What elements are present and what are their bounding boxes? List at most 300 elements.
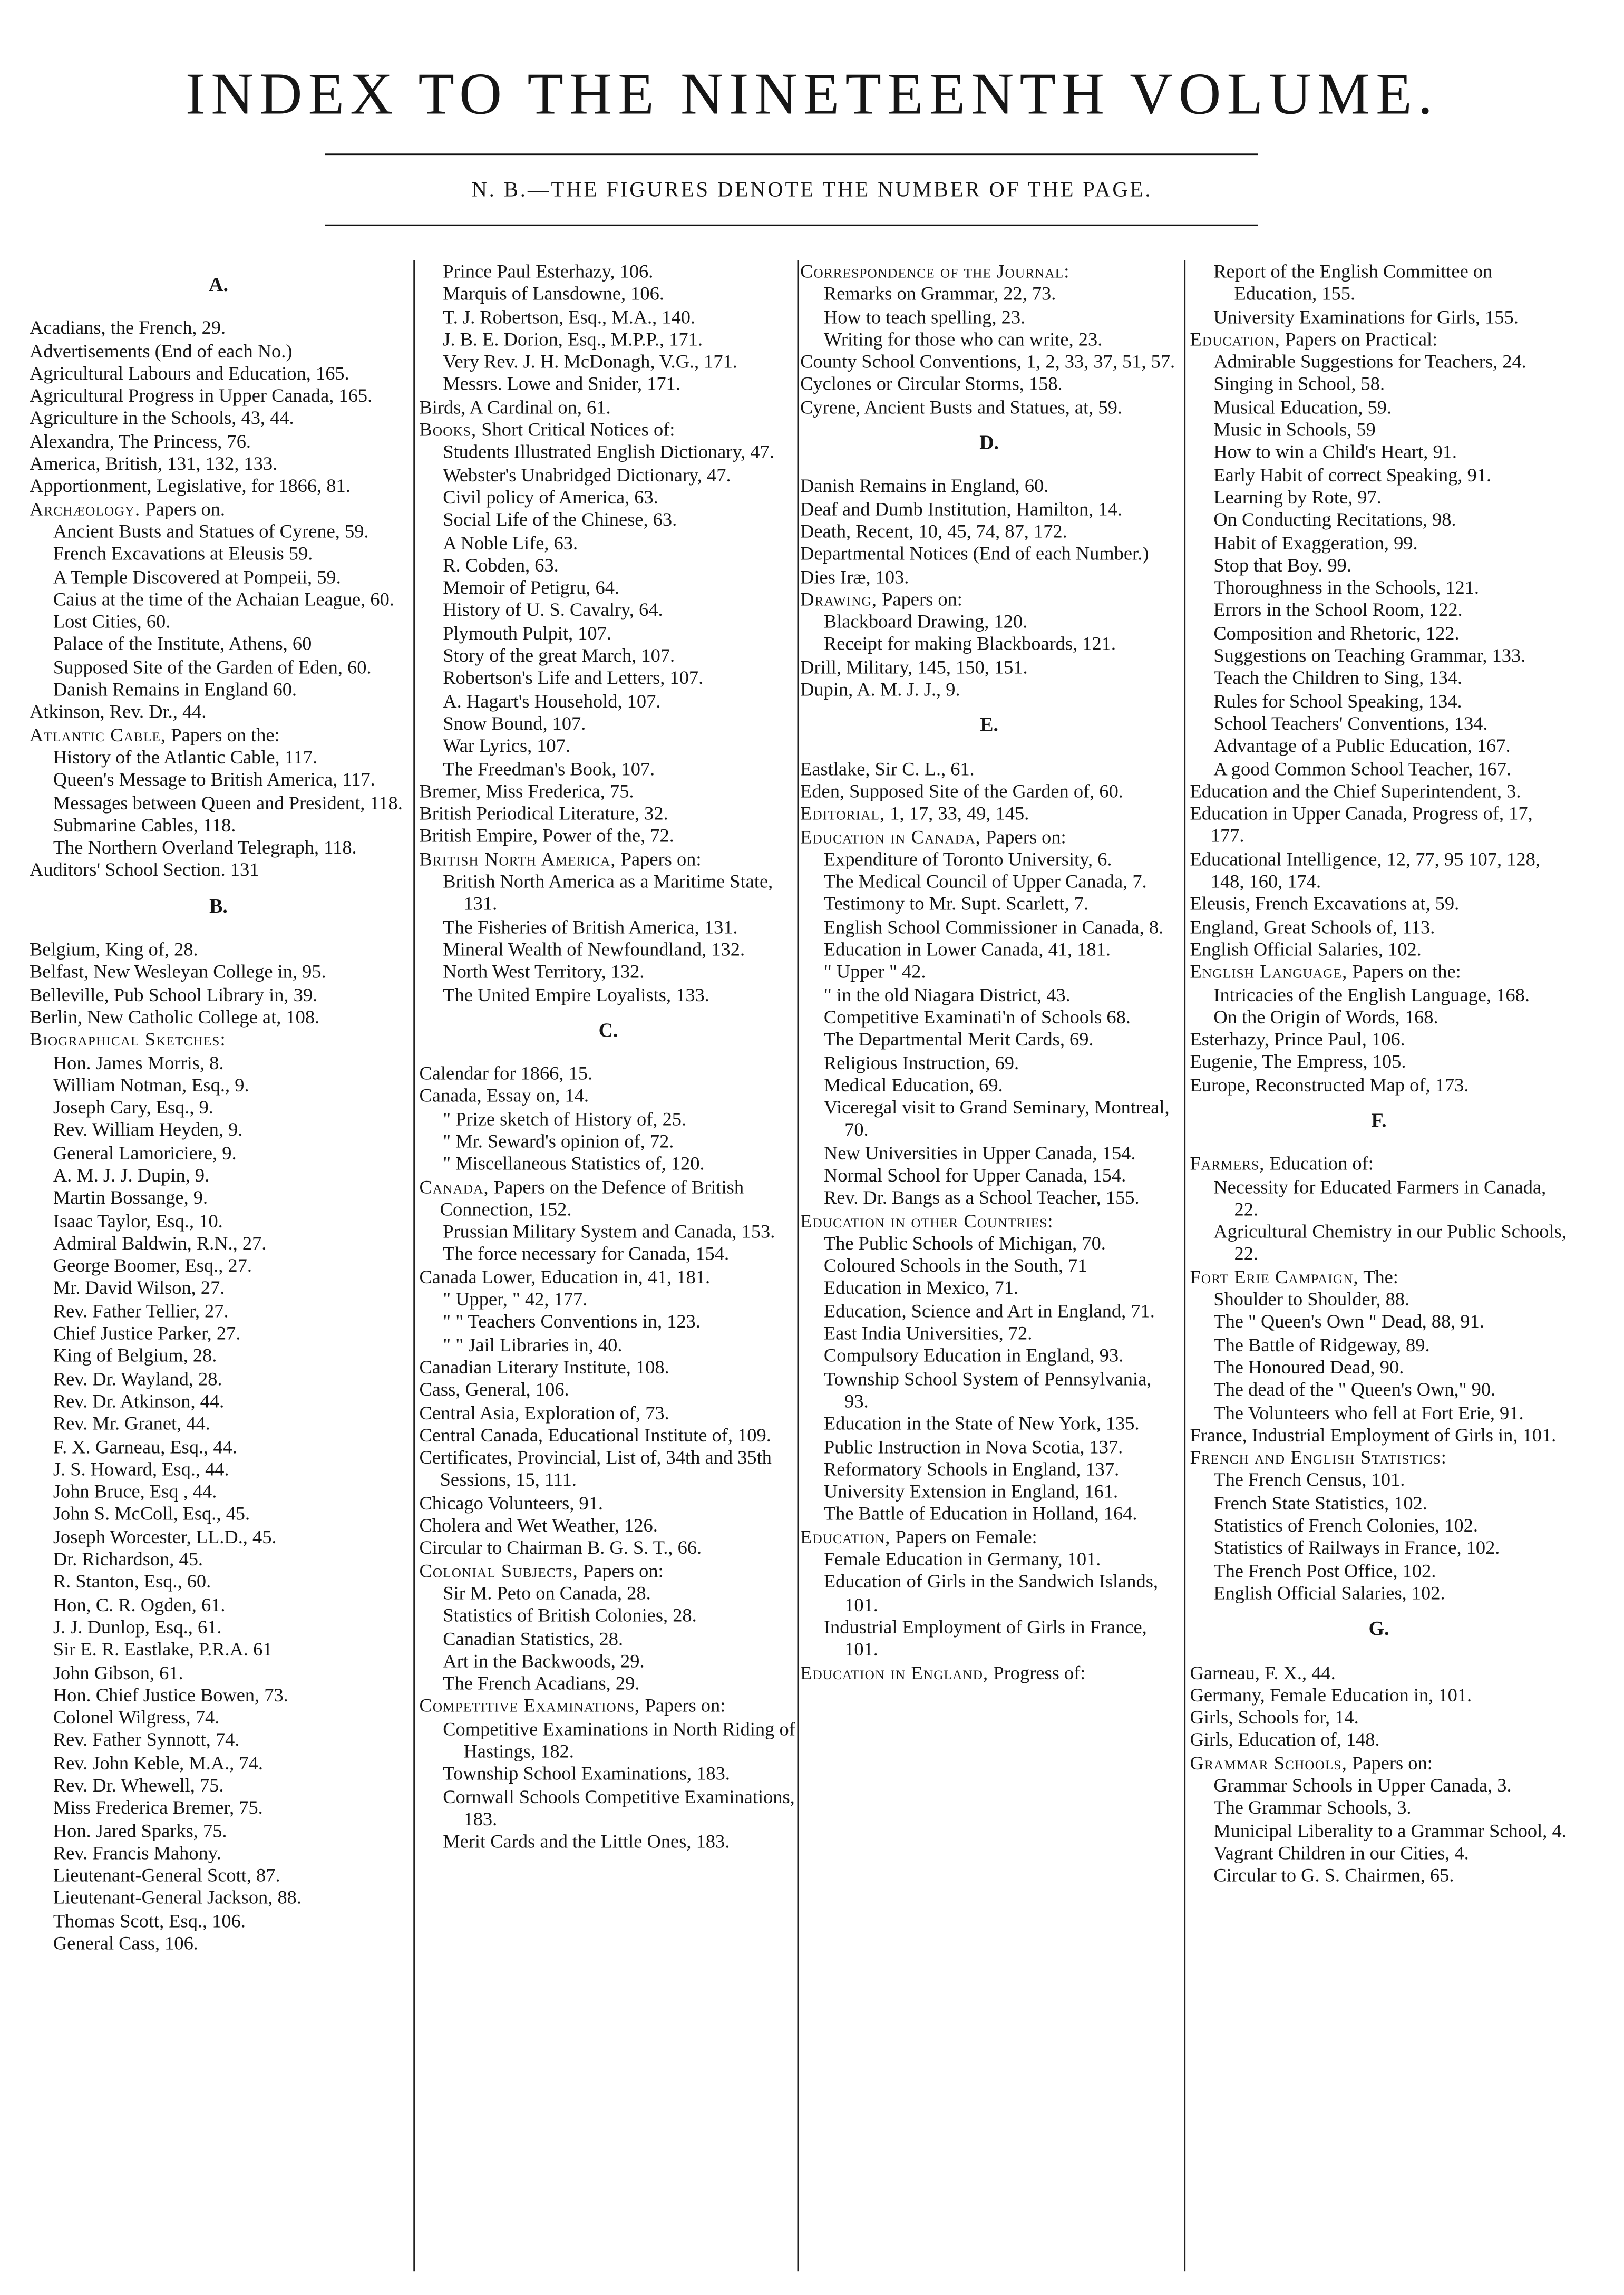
index-subentry: F. X. Garneau, Esq., 44. xyxy=(53,1435,237,1457)
subject-label: Education in other Countries: xyxy=(800,1208,1054,1231)
index-subentry: Musical Education, 59. xyxy=(1213,395,1392,418)
index-subentry: The dead of the " Queen's Own," 90. xyxy=(1213,1378,1496,1401)
index-subentry: The Freedman's Book, 107. xyxy=(443,757,655,779)
index-entry: Europe, Reconstructed Map of, 173. xyxy=(1190,1073,1469,1096)
section-letter: A. xyxy=(209,273,228,296)
index-subentry: John S. McColl, Esq., 45. xyxy=(53,1503,250,1525)
index-entry: Certificates, Provincial, List of, 34th and 35th Sessions, 15, 111. xyxy=(419,1446,772,1491)
index-subentry: Cornwall Schools Competitive Examinations, 183. xyxy=(443,1785,795,1830)
index-subject-heading xyxy=(419,1694,797,1717)
index-subentry: Rev. Dr. Whewell, 75. xyxy=(53,1774,224,1796)
index-subentry: Circular to G. S. Chairmen, 65. xyxy=(1213,1864,1454,1886)
index-entry: Calendar for 1866, 15. xyxy=(419,1062,593,1084)
index-subentry: The Fisheries of British America, 131. xyxy=(443,915,738,937)
subject-label: Drawing, xyxy=(800,587,878,610)
index-subentry: Rules for School Speaking, 134. xyxy=(1213,689,1462,712)
index-entry: English Official Salaries, 102. xyxy=(1190,937,1422,960)
index-subentry: A. Hagart's Household, 107. xyxy=(443,689,661,712)
index-subentry: Education of Girls in the Sandwich Islands, 101. xyxy=(823,1570,1159,1615)
index-subentry: William Notman, Esq., 9. xyxy=(53,1073,249,1096)
index-subentry: R. Cobden, 63. xyxy=(443,554,559,576)
subject-text: Papers on: xyxy=(640,1694,726,1717)
index-subentry: Rev. Francis Mahony. xyxy=(53,1841,221,1864)
index-subentry: " Upper " 42. xyxy=(823,960,926,983)
index-entry: British Periodical Literature, 32. xyxy=(419,802,668,825)
index-subentry: University Extension in England, 161. xyxy=(823,1480,1119,1503)
index-subentry: French Excavations at Eleusis 59. xyxy=(53,542,313,565)
subject-text: 1, 17, 33, 49, 145. xyxy=(885,802,1029,825)
index-subentry: Testimony to Mr. Supt. Scarlett, 7. xyxy=(823,893,1089,915)
index-subentry: North West Territory, 132. xyxy=(443,960,645,983)
index-subentry: Lieutenant-General Jackson, 88. xyxy=(53,1886,302,1909)
index-entry: Berlin, New Catholic College at, 108. xyxy=(30,1005,320,1028)
index-entry: Canada Lower, Education in, 41, 181. xyxy=(419,1265,711,1287)
index-subentry: Joseph Cary, Esq., 9. xyxy=(53,1096,213,1118)
subject-text: Education of: xyxy=(1265,1152,1374,1175)
index-subentry: The Volunteers who fell at Fort Erie, 91. xyxy=(1213,1401,1524,1424)
index-subentry: Isaac Taylor, Esq., 10. xyxy=(53,1208,223,1231)
subject-text: Papers on. xyxy=(140,497,226,520)
index-subentry: Municipal Liberality to a Grammar School, 4. xyxy=(1213,1818,1567,1841)
index-subentry: Public Instruction in Nova Scotia, 137. xyxy=(823,1435,1123,1457)
subject-label: Colonial Subjects, xyxy=(419,1558,578,1581)
index-entry: England, Great Schools of, 113. xyxy=(1190,915,1435,937)
index-subentry: Ancient Busts and Statues of Cyrene, 59. xyxy=(53,519,369,542)
index-entry: Birds, A Cardinal on, 61. xyxy=(419,395,611,418)
index-subentry: Female Education in Germany, 101. xyxy=(823,1547,1101,1570)
subject-text: Papers on: xyxy=(616,847,702,870)
index-subentry: Snow Bound, 107. xyxy=(443,711,586,734)
subject-label: Education in England, xyxy=(800,1660,989,1683)
index-subject-heading xyxy=(800,1661,1178,1683)
index-entry: Education in Upper Canada, Progress of, 17, 177. xyxy=(1190,802,1533,847)
index-subentry: Report of the English Committee on Education, 155. xyxy=(1213,260,1493,305)
index-subentry: The French Post Office, 102. xyxy=(1213,1558,1436,1581)
index-entry: Agricultural Progress in Upper Canada, 165. xyxy=(30,384,373,406)
index-subentry: Remarks on Grammar, 22, 73. xyxy=(823,282,1056,305)
subject-text: Papers on Practical: xyxy=(1280,327,1438,350)
index-subentry: How to win a Child's Heart, 91. xyxy=(1213,440,1457,463)
index-subentry: The " Queen's Own " Dead, 88, 91. xyxy=(1213,1310,1484,1333)
index-entry: Cass, General, 106. xyxy=(419,1378,569,1401)
index-subentry: Writing for those who can write, 23. xyxy=(823,327,1103,350)
index-subentry: War Lyrics, 107. xyxy=(443,734,571,757)
subject-label: Competitive Examinations, xyxy=(419,1694,640,1717)
index-entry: Education and the Chief Superintendent, 3. xyxy=(1190,779,1521,802)
index-subentry: Errors in the School Room, 122. xyxy=(1213,598,1463,621)
index-subentry: King of Belgium, 28. xyxy=(53,1344,217,1367)
index-subentry: Vagrant Children in our Cities, 4. xyxy=(1213,1841,1469,1864)
index-subentry: Competitive Examinations in North Riding of Hastings, 182. xyxy=(443,1717,795,1762)
index-subentry: Submarine Cables, 118. xyxy=(53,813,236,836)
index-subentry: Miss Frederica Bremer, 75. xyxy=(53,1796,263,1819)
section-letter: F. xyxy=(1371,1109,1387,1131)
section-letter: C. xyxy=(598,1019,618,1041)
index-subentry: Statistics of French Colonies, 102. xyxy=(1213,1514,1479,1536)
index-subentry: Rev. Mr. Granet, 44. xyxy=(53,1412,210,1435)
subject-text: Progress of: xyxy=(988,1660,1086,1683)
index-subentry: French State Statistics, 102. xyxy=(1213,1491,1427,1514)
index-entry: Garneau, F. X., 44. xyxy=(1190,1660,1336,1683)
index-subentry: The Medical Council of Upper Canada, 7. xyxy=(823,870,1147,893)
index-subentry: Students Illustrated English Dictionary, 47. xyxy=(443,440,774,463)
index-subentry: George Boomer, Esq., 27. xyxy=(53,1254,252,1276)
index-subentry: Intricacies of the English Language, 168. xyxy=(1213,983,1530,1005)
index-subentry: On the Origin of Words, 168. xyxy=(1213,1005,1438,1028)
index-entry: Belgium, King of, 28. xyxy=(30,937,198,960)
index-subentry: Statistics of British Colonies, 28. xyxy=(443,1604,697,1626)
subject-label: Books, xyxy=(419,418,477,440)
index-subentry: " " Jail Libraries in, 40. xyxy=(443,1333,623,1355)
index-subentry: Rev. Dr. Atkinson, 44. xyxy=(53,1389,225,1412)
section-letter: D. xyxy=(979,431,999,454)
index-subentry: Education in Mexico, 71. xyxy=(823,1276,1019,1299)
index-column-1 xyxy=(30,260,407,1954)
index-subentry: " Prize sketch of History of, 25. xyxy=(443,1107,687,1130)
index-subentry: Advantage of a Public Education, 167. xyxy=(1213,734,1511,757)
subject-text: Papers on: xyxy=(1347,1751,1433,1774)
index-subentry: Grammar Schools in Upper Canada, 3. xyxy=(1213,1774,1512,1796)
index-entry: Agricultural Labours and Education, 165. xyxy=(30,361,349,384)
index-subject-heading xyxy=(30,723,407,746)
index-subentry: Industrial Employment of Girls in France, 101. xyxy=(823,1615,1147,1661)
index-subentry: " Mr. Seward's opinion of, 72. xyxy=(443,1129,674,1152)
index-entry: Chicago Volunteers, 91. xyxy=(419,1491,604,1514)
index-subentry: Suggestions on Teaching Grammar, 133. xyxy=(1213,644,1526,666)
index-subentry: Normal School for Upper Canada, 154. xyxy=(823,1164,1126,1186)
index-subentry: Medical Education, 69. xyxy=(823,1073,1003,1096)
index-subentry: Webster's Unabridged Dictionary, 47. xyxy=(443,463,731,486)
index-subentry: Habit of Exaggeration, 99. xyxy=(1213,531,1418,554)
index-subentry: Lieutenant-General Scott, 87. xyxy=(53,1864,280,1886)
note-rule xyxy=(325,225,1258,226)
index-subentry: The Northern Overland Telegraph, 118. xyxy=(53,836,357,858)
index-subentry: Story of the great March, 107. xyxy=(443,644,675,666)
index-subentry: Rev. Dr. Wayland, 28. xyxy=(53,1367,222,1389)
index-subject-heading xyxy=(30,497,407,520)
subject-text: Papers on: xyxy=(877,587,962,610)
index-subentry: Caius at the time of the Achaian League, 60. xyxy=(53,587,394,610)
index-subentry: Coloured Schools in the South, 71 xyxy=(823,1254,1087,1276)
index-entry: Apportionment, Legislative, for 1866, 81. xyxy=(30,475,351,497)
index-subject-heading xyxy=(1190,1446,1568,1469)
index-subentry: Music in Schools, 59 xyxy=(1213,418,1376,440)
index-subentry: Thomas Scott, Esq., 106. xyxy=(53,1909,246,1932)
index-subentry: Expenditure of Toronto University, 6. xyxy=(823,847,1112,870)
index-subentry: Colonel Wilgress, 74. xyxy=(53,1706,220,1728)
index-entry: Belfast, New Wesleyan College in, 95. xyxy=(30,960,326,983)
index-subentry: Social Life of the Chinese, 63. xyxy=(443,508,677,531)
index-subject-heading xyxy=(800,802,1178,825)
index-subentry: English School Commissioner in Canada, 8. xyxy=(823,915,1164,937)
index-subentry: The Departmental Merit Cards, 69. xyxy=(823,1028,1094,1051)
index-subentry: General Lamoriciere, 9. xyxy=(53,1141,237,1164)
index-entry: Eugenie, The Empress, 105. xyxy=(1190,1050,1406,1073)
index-subentry: Mr. David Wilson, 27. xyxy=(53,1276,225,1299)
index-subentry: Memoir of Petigru, 64. xyxy=(443,576,620,598)
index-subject-heading xyxy=(800,825,1178,848)
index-entry: Drill, Military, 145, 150, 151. xyxy=(800,655,1028,678)
index-entry: Eastlake, Sir C. L., 61. xyxy=(800,757,975,780)
index-subentry: The Honoured Dead, 90. xyxy=(1213,1355,1404,1378)
index-subentry: Very Rev. J. H. McDonagh, V.G., 171. xyxy=(443,350,737,373)
section-letter: E. xyxy=(980,713,998,736)
index-subentry: Lost Cities, 60. xyxy=(53,610,171,633)
index-subentry: General Cass, 106. xyxy=(53,1932,198,1954)
index-subentry: Thoroughness in the Schools, 121. xyxy=(1213,576,1480,598)
index-entry: Eden, Supposed Site of the Garden of, 60. xyxy=(800,779,1123,802)
subject-label: Education, xyxy=(1190,327,1280,350)
index-subentry: Admirable Suggestions for Teachers, 24. xyxy=(1213,350,1526,373)
index-subentry: The force necessary for Canada, 154. xyxy=(443,1243,730,1265)
index-subentry: Prince Paul Esterhazy, 106. xyxy=(443,260,654,283)
index-column-3 xyxy=(800,260,1178,1683)
index-subject-heading xyxy=(1190,1265,1568,1288)
subject-label: Education in Canada, xyxy=(800,825,981,847)
index-subentry: Education, Science and Art in England, 71. xyxy=(823,1299,1155,1322)
page-title: INDEX TO THE NINETEENTH VOLUME. xyxy=(185,60,1439,127)
index-entry: British Empire, Power of the, 72. xyxy=(419,825,674,847)
index-subentry: Art in the Backwoods, 29. xyxy=(443,1649,645,1672)
index-subentry: A good Common School Teacher, 167. xyxy=(1213,757,1512,779)
index-entry: Central Canada, Educational Institute of, 109. xyxy=(419,1423,771,1446)
index-subentry: John Bruce, Esq , 44. xyxy=(53,1480,217,1503)
index-subentry: The Public Schools of Michigan, 70. xyxy=(823,1231,1106,1254)
index-subentry: Joseph Worcester, LL.D., 45. xyxy=(53,1525,277,1547)
index-entry: Canadian Literary Institute, 108. xyxy=(419,1355,669,1378)
index-subentry: Hon. Chief Justice Bowen, 73. xyxy=(53,1683,288,1706)
index-subentry: Receipt for making Blackboards, 121. xyxy=(823,633,1116,655)
index-entry: Cholera and Wet Weather, 126. xyxy=(419,1514,658,1536)
subject-label: Education, xyxy=(800,1525,891,1547)
index-subentry: Prussian Military System and Canada, 153. xyxy=(443,1220,775,1243)
index-subentry: The Grammar Schools, 3. xyxy=(1213,1796,1412,1819)
index-subentry: A Temple Discovered at Pompeii, 59. xyxy=(53,565,341,587)
index-subentry: John Gibson, 61. xyxy=(53,1660,183,1683)
index-subentry: On Conducting Recitations, 98. xyxy=(1213,508,1456,531)
column-divider xyxy=(413,260,415,2271)
column-divider xyxy=(797,260,799,2271)
index-subentry: Agricultural Chemistry in our Public Schools, 22. xyxy=(1213,1220,1567,1265)
column-divider xyxy=(1184,260,1185,2271)
index-subentry: Danish Remains in England 60. xyxy=(53,677,297,700)
index-entry: Departmental Notices (End of each Number.) xyxy=(800,542,1149,565)
section-letter: B. xyxy=(209,894,228,917)
index-entry: Cyclones or Circular Storms, 158. xyxy=(800,373,1063,395)
index-entry: Belleville, Pub School Library in, 39. xyxy=(30,983,318,1005)
index-entry: Circular to Chairman B. G. S. T., 66. xyxy=(419,1536,702,1559)
index-column-2 xyxy=(419,260,797,1853)
index-subentry: " Upper, " 42, 177. xyxy=(443,1287,588,1310)
index-subentry: British North America as a Maritime State, 131. xyxy=(443,869,773,915)
index-subentry: Township School System of Pennsylvania, 93. xyxy=(823,1367,1152,1412)
index-entry: Auditors' School Section. 131 xyxy=(30,858,259,881)
index-subentry: Hon. Jared Sparks, 75. xyxy=(53,1818,227,1841)
index-column-4 xyxy=(1190,260,1568,1886)
index-subentry: Education in the State of New York, 135. xyxy=(823,1412,1140,1435)
index-subentry: Canadian Statistics, 28. xyxy=(443,1626,624,1649)
index-subentry: Admiral Baldwin, R.N., 27. xyxy=(53,1231,267,1254)
index-entry: France, Industrial Employment of Girls in, 101. xyxy=(1190,1423,1557,1446)
index-entry: Advertisements (End of each No.) xyxy=(30,339,293,362)
index-entry: Cyrene, Ancient Busts and Statues, at, 59. xyxy=(800,395,1122,418)
index-subject-heading xyxy=(419,1559,797,1582)
subject-label: Grammar Schools, xyxy=(1190,1751,1347,1774)
index-subentry: T. J. Robertson, Esq., M.A., 140. xyxy=(443,305,696,327)
index-subentry: A Noble Life, 63. xyxy=(443,531,578,554)
index-subentry: Supposed Site of the Garden of Eden, 60. xyxy=(53,655,372,678)
section-letter: G. xyxy=(1368,1617,1389,1640)
index-subentry: The Battle of Education in Holland, 164. xyxy=(823,1503,1137,1525)
index-subject-heading xyxy=(1190,1153,1568,1175)
index-subject-heading xyxy=(419,1175,797,1221)
title-rule xyxy=(325,153,1258,155)
index-subentry: J. S. Howard, Esq., 44. xyxy=(53,1457,229,1480)
subject-label: Canada, xyxy=(419,1175,489,1197)
subject-label: English Language, xyxy=(1190,960,1348,983)
index-subentry: Merit Cards and the Little Ones, 183. xyxy=(443,1830,730,1853)
index-subject-heading xyxy=(30,1028,407,1051)
index-entry: Esterhazy, Prince Paul, 106. xyxy=(1190,1028,1405,1050)
index-subentry: University Examinations for Girls, 155. xyxy=(1213,305,1519,327)
index-subentry: A. M. J. J. Dupin, 9. xyxy=(53,1164,210,1186)
index-subentry: Rev. Dr. Bangs as a School Teacher, 155. xyxy=(823,1186,1140,1209)
index-subentry: Viceregal visit to Grand Seminary, Montreal, 70. xyxy=(823,1096,1170,1141)
index-entry: Deaf and Dumb Institution, Hamilton, 14. xyxy=(800,497,1122,520)
index-subentry: New Universities in Upper Canada, 154. xyxy=(823,1141,1136,1164)
index-subentry: Blackboard Drawing, 120. xyxy=(823,610,1028,633)
index-subentry: " " Teachers Conventions in, 123. xyxy=(443,1310,701,1333)
index-subentry: Mineral Wealth of Newfoundland, 132. xyxy=(443,937,745,960)
index-subentry: The United Empire Loyalists, 133. xyxy=(443,983,709,1005)
index-subentry: Rev. Father Synnott, 74. xyxy=(53,1728,240,1751)
index-subentry: Sir E. R. Eastlake, P.R.A. 61 xyxy=(53,1638,273,1661)
subject-label: British North America, xyxy=(419,847,616,870)
subject-label: Atlantic Cable, xyxy=(30,723,167,745)
index-subject-heading xyxy=(800,260,1178,283)
subject-text: Papers on the: xyxy=(166,723,280,745)
index-entry: Alexandra, The Princess, 76. xyxy=(30,429,251,452)
index-subentry: Martin Bossange, 9. xyxy=(53,1186,208,1209)
subject-label: Fort Erie Campaign, xyxy=(1190,1265,1359,1287)
index-subject-heading xyxy=(419,418,797,441)
index-subentry: Compulsory Education in England, 93. xyxy=(823,1344,1124,1367)
index-subentry: " in the old Niagara District, 43. xyxy=(823,983,1071,1005)
index-subentry: The Battle of Ridgeway, 89. xyxy=(1213,1333,1430,1355)
index-subentry: Learning by Rote, 97. xyxy=(1213,486,1382,508)
index-subentry: History of U. S. Cavalry, 64. xyxy=(443,598,663,621)
index-subentry: Marquis of Lansdowne, 106. xyxy=(443,282,664,305)
subject-label: Correspondence of the Journal: xyxy=(800,260,1070,283)
index-entry: Educational Intelligence, 12, 77, 95 107, 128, 148, 160, 174. xyxy=(1190,847,1540,892)
index-entry: Girls, Schools for, 14. xyxy=(1190,1706,1359,1728)
index-subentry: J. B. E. Dorion, Esq., M.P.P., 171. xyxy=(443,327,703,350)
index-entry: County School Conventions, 1, 2, 33, 37, 51, 57. xyxy=(800,350,1175,373)
index-subentry: East India Universities, 72. xyxy=(823,1322,1033,1344)
index-subject-heading xyxy=(800,587,1178,610)
index-entry: Central Asia, Exploration of, 73. xyxy=(419,1401,669,1424)
index-subentry: Rev. Father Tellier, 27. xyxy=(53,1299,229,1322)
index-subentry: Statistics of Railways in France, 102. xyxy=(1213,1536,1500,1559)
index-subentry: Messrs. Lowe and Snider, 171. xyxy=(443,373,680,395)
index-entry: Girls, Education of, 148. xyxy=(1190,1728,1380,1751)
index-subentry: Rev. John Keble, M.A., 74. xyxy=(53,1751,263,1774)
index-subentry: Robertson's Life and Letters, 107. xyxy=(443,666,704,689)
index-subentry: Religious Instruction, 69. xyxy=(823,1051,1019,1073)
index-subentry: Rev. William Heyden, 9. xyxy=(53,1118,243,1141)
index-entry: Acadians, the French, 29. xyxy=(30,316,226,339)
index-subentry: Early Habit of correct Speaking, 91. xyxy=(1213,463,1492,486)
index-subentry: Reformatory Schools in England, 137. xyxy=(823,1457,1120,1480)
subject-label: Editorial, xyxy=(800,802,886,825)
index-subject-heading xyxy=(419,847,797,870)
index-entry: Canada, Essay on, 14. xyxy=(419,1084,589,1107)
index-subject-heading xyxy=(1190,328,1568,351)
subject-label: Biographical Sketches: xyxy=(30,1028,226,1051)
index-entry: Eleusis, French Excavations at, 59. xyxy=(1190,892,1460,915)
index-subentry: Dr. Richardson, 45. xyxy=(53,1547,203,1570)
index-subentry: The French Acadians, 29. xyxy=(443,1672,640,1694)
index-subentry: Plymouth Pulpit, 107. xyxy=(443,621,611,644)
index-subentry: Hon. James Morris, 8. xyxy=(53,1051,224,1073)
index-subentry: Singing in School, 58. xyxy=(1213,373,1385,395)
subject-label: Farmers, xyxy=(1190,1152,1265,1175)
index-subject-heading xyxy=(1190,960,1568,983)
subject-text: Papers on: xyxy=(980,825,1066,847)
index-subentry: Education in Lower Canada, 41, 181. xyxy=(823,937,1111,960)
index-subentry: How to teach spelling, 23. xyxy=(823,305,1026,327)
subject-label: French and English Statistics: xyxy=(1190,1446,1447,1468)
index-subentry: Necessity for Educated Farmers in Canada, 22. xyxy=(1213,1175,1547,1220)
subject-text: The: xyxy=(1358,1265,1398,1287)
index-subentry: Messages between Queen and President, 118. xyxy=(53,791,403,814)
subject-text: Papers on Female: xyxy=(890,1525,1037,1547)
subject-text: Papers on the Defence of British Connection, 152. xyxy=(440,1175,744,1220)
subject-text: Papers on the: xyxy=(1347,960,1461,983)
index-entry: Death, Recent, 10, 45, 74, 87, 172. xyxy=(800,519,1067,542)
index-subentry: Composition and Rhetoric, 122. xyxy=(1213,621,1460,644)
index-entry: Germany, Female Education in, 101. xyxy=(1190,1683,1472,1706)
index-subentry: Chief Justice Parker, 27. xyxy=(53,1322,241,1344)
index-entry: Bremer, Miss Frederica, 75. xyxy=(419,779,634,802)
index-subentry: J. J. Dunlop, Esq., 61. xyxy=(53,1615,222,1638)
index-subentry: Hon, C. R. Ogden, 61. xyxy=(53,1593,226,1615)
index-subentry: Queen's Message to British America, 117. xyxy=(53,768,375,791)
index-subentry: History of the Atlantic Cable, 117. xyxy=(53,745,318,768)
index-subentry: English Official Salaries, 102. xyxy=(1213,1581,1445,1604)
index-subentry: Township School Examinations, 183. xyxy=(443,1762,730,1785)
subject-label: Archæology. xyxy=(30,497,141,520)
index-subentry: R. Stanton, Esq., 60. xyxy=(53,1570,211,1593)
index-subject-heading xyxy=(800,1209,1178,1232)
index-subentry: Competitive Examinati'n of Schools 68. xyxy=(823,1005,1131,1028)
index-subject-heading xyxy=(800,1525,1178,1548)
index-entry: Dies Iræ, 103. xyxy=(800,565,909,587)
index-subentry: Sir M. Peto on Canada, 28. xyxy=(443,1581,651,1604)
index-subentry: Shoulder to Shoulder, 88. xyxy=(1213,1287,1410,1310)
index-subentry: Stop that Boy. 99. xyxy=(1213,554,1352,576)
index-entry: America, British, 131, 132, 133. xyxy=(30,452,278,475)
index-subentry: Palace of the Institute, Athens, 60 xyxy=(53,633,312,655)
index-subentry: School Teachers' Conventions, 134. xyxy=(1213,711,1488,734)
index-entry: Agriculture in the Schools, 43, 44. xyxy=(30,406,294,429)
index-subentry: Civil policy of America, 63. xyxy=(443,486,658,508)
index-entry: Dupin, A. M. J. J., 9. xyxy=(800,677,960,700)
page-note: N. B.—THE FIGURES DENOTE THE NUMBER OF THE PAGE. xyxy=(471,178,1153,202)
index-subentry: " Miscellaneous Statistics of, 120. xyxy=(443,1152,705,1175)
index-subentry: Teach the Children to Sing, 134. xyxy=(1213,666,1463,689)
index-entry: Danish Remains in England, 60. xyxy=(800,475,1049,497)
